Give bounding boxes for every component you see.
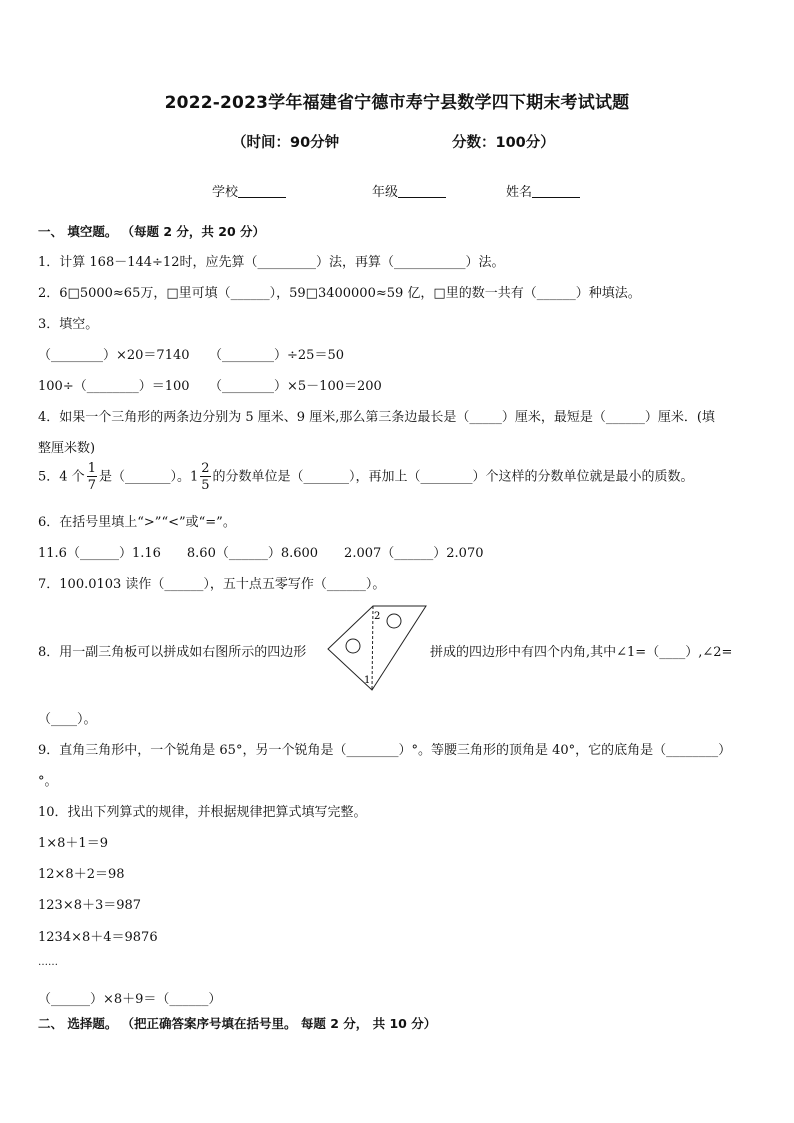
question-8-cont: 拼成的四边形中有四个内角,其中∠1=（____）,∠2=: [430, 645, 733, 660]
question-6: 6．在括号里填上“>”“<”或“=”。: [38, 515, 236, 530]
angle-2-label: 2: [374, 611, 381, 622]
triangle-set-quadrilateral-figure: [325, 604, 429, 694]
ellipsis: ……: [38, 957, 58, 968]
question-7: 7．100.0103 读作（______），五十点五零写作（______）。: [38, 577, 386, 592]
question-5: 5．4 个 $\frac{1}{7}$ 是（_______）。1 $\frac{2}{5}$ 的分数单位是（_______），再加上（________）个这样的分数单位就是最小的质数。: [38, 461, 694, 493]
equation-3: 123×8＋3＝987: [38, 898, 142, 913]
fraction-two-fifths: $\frac{2}{5}$: [201, 461, 210, 493]
exam-score: 分数：100分）: [452, 135, 555, 151]
question-3-row-2: 100÷（________）＝100 （________）×5－100＝200: [38, 379, 382, 394]
name-blank: [532, 184, 580, 198]
page-title: 2022-2023学年福建省宁德市寿宁县数学四下期末考试试题: [164, 93, 630, 113]
question-3-row-1: （________）×20＝7140 （________）÷25＝50: [38, 348, 344, 363]
question-9: 9．直角三角形中，一个锐角是 65°，另一个锐角是（________）°。等腰三角形的顶角是 40°，它的底角是（________）: [38, 743, 732, 758]
question-8-end: （____）。: [38, 712, 97, 727]
school-label: 学校: [212, 185, 239, 200]
equation-2: 12×8＋2＝98: [38, 867, 125, 882]
name-label: 姓名: [506, 185, 533, 200]
grade-label: 年级: [372, 185, 399, 200]
name-field: [506, 181, 580, 200]
question-4-cont: 整厘米数): [38, 441, 96, 456]
question-2: 2．6□5000≈65万，□里可填（______），59□3400000≈59 亿，□里的数一共有（______）种填法。: [38, 286, 641, 301]
question-10: 10．找出下列算式的规律，并根据规律把算式填写完整。: [38, 805, 367, 820]
fraction-one-seventh: $\frac{1}{7}$: [87, 461, 96, 493]
exam-time: （时间：90分钟: [232, 135, 340, 151]
equation-blank: （______）×8＋9＝（______）: [38, 992, 222, 1007]
grade-field: [372, 181, 446, 200]
question-9-cont: °。: [38, 774, 58, 789]
question-6-row: 11.6（______）1.16 8.60（______）8.600 2.007（______）2.070: [38, 546, 484, 561]
school-blank: [238, 184, 286, 198]
question-1: 1．计算 168－144÷12时，应先算（_________）法，再算（___________）法。: [38, 255, 505, 270]
question-4: 4．如果一个三角形的两条边分别为 5 厘米、9 厘米,那么第三条边最长是（_____）厘米，最短是（______）厘米．(填: [38, 410, 715, 425]
school-field: [212, 181, 286, 200]
section-2-heading: 二、 选择题。 （把正确答案序号填在括号里。 每题 2 分， 共 10 分）: [38, 1016, 437, 1031]
question-8: 8．用一副三角板可以拼成如右图所示的四边形: [38, 645, 307, 660]
grade-blank: [398, 184, 446, 198]
equation-1: 1×8＋1＝9: [38, 836, 108, 851]
equation-4: 1234×8＋4＝9876: [38, 930, 158, 945]
angle-1-label: 1: [364, 675, 371, 686]
section-1-heading: 一、 填空题。 （每题 2 分，共 20 分）: [38, 224, 266, 239]
question-3: 3．填空。: [38, 317, 99, 332]
